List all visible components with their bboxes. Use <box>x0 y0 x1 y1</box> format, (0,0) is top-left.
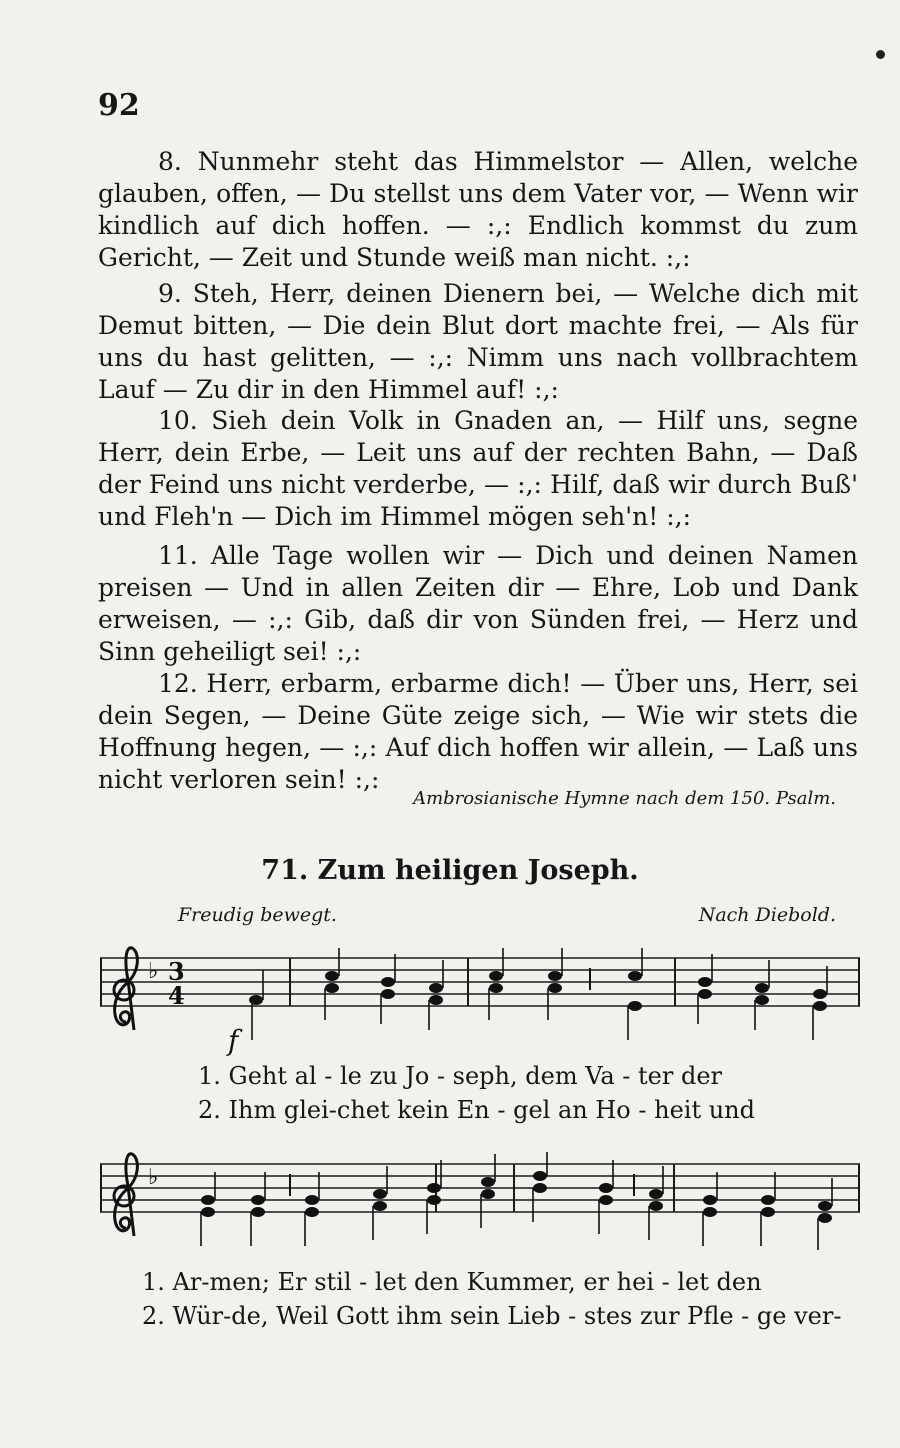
stanza-8 <box>98 146 858 274</box>
dynamic-marking: f <box>228 1024 239 1057</box>
stanza-12 <box>98 668 858 796</box>
source-attribution: Ambrosianische Hymne nach dem 150. Psalm. <box>413 788 836 809</box>
lyric-line-2: 2. Ihm glei-chet kein En - gel an Ho - heit und <box>198 1096 756 1124</box>
lyric-line-1: 1. Geht al - le zu Jo - seph, dem Va - ter der <box>198 1062 723 1090</box>
stanza-9 <box>98 278 858 406</box>
hymn-title: 71. Zum heiligen Joseph. <box>261 855 639 886</box>
stanza-text: 8. Nunmehr steht das Himmelstor — Allen, welche glauben, offen, — Du stellst uns dem Vater vor, — Wenn wir kindlich auf dich hoffen. — :,: Endlich kommst du zum Gericht, — Zeit und Stunde weiß man nicht. :,: <box>98 147 858 272</box>
tempo-marking: Freudig bewegt. <box>178 904 337 926</box>
staff-lines <box>100 958 860 1006</box>
stanza-text: 9. Steh, Herr, deinen Dienern bei, — Welche dich mit Demut bitten, — Die dein Blut dort machte frei, — Als für uns du hast gelitten, — :,: Nimm uns nach vollbrachtem Lauf — Zu dir in den Himmel auf! :,: <box>98 279 858 404</box>
treble-clef-icon <box>114 948 137 1030</box>
staff-lines <box>100 1164 860 1212</box>
page-number: 92 <box>98 88 140 123</box>
stanza-text: 12. Herr, erbarm, erbarme dich! — Über uns, Herr, sei dein Segen, — Deine Güte zeige sich, — Wie wir stets die Hoffnung hegen, — :,: Auf dich hoffen wir allein, — Laß uns nicht verloren sein! :,: <box>98 669 858 794</box>
notes-system-2 <box>201 1152 832 1250</box>
time-signature-bottom: 4 <box>168 981 185 1010</box>
lyric-line-4: 2. Wür-de, Weil Gott ihm sein Lieb - stes zur Pfle - ge ver- <box>142 1302 842 1330</box>
flat-icon: ♭ <box>148 959 159 984</box>
composer-credit: Nach Diebold. <box>698 904 836 926</box>
stanza-text: 10. Sieh dein Volk in Gnaden an, — Hilf uns, segne Herr, dein Erbe, — Leit uns auf der rechten Bahn, — Daß der Feind uns nicht verderbe, — :,: Hilf, daß wir durch Buß' und Fleh'n — Dich im Himmel mögen seh'n! :,: <box>98 406 858 531</box>
music-staff-1 <box>100 940 870 1070</box>
music-staff-2 <box>100 1150 870 1270</box>
flat-icon: ♭ <box>148 1165 159 1190</box>
treble-clef-icon <box>114 1154 137 1236</box>
stanza-11 <box>98 540 858 668</box>
ink-dot <box>876 50 885 59</box>
lyric-line-3: 1. Ar-men; Er stil - let den Kummer, er hei - let den <box>142 1268 762 1296</box>
time-signature-top: 3 <box>168 957 185 986</box>
stanza-text: 11. Alle Tage wollen wir — Dich und deinen Namen preisen — Und in allen Zeiten dir — Ehre, Lob und Dank erweisen, — :,: Gib, daß dir von Sünden frei, — Herz und Sinn geheiligt sei! :,: <box>98 541 858 666</box>
stanza-10 <box>98 405 858 533</box>
